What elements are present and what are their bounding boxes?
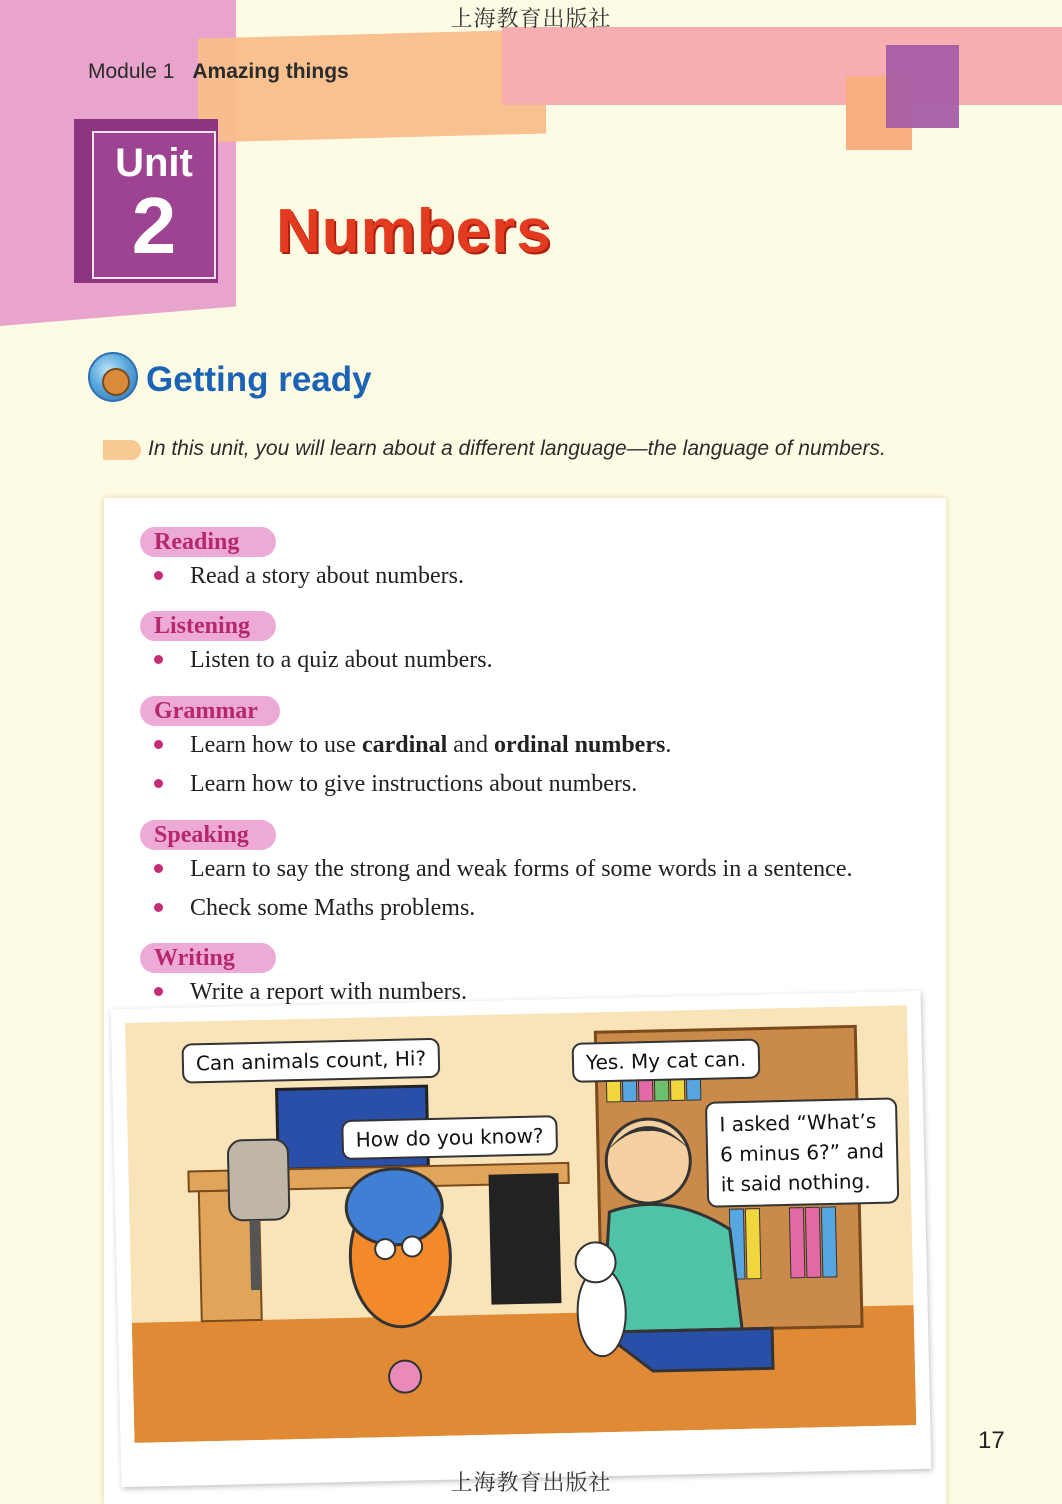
section-speaking	[140, 820, 852, 928]
item-text: Write a report with numbers.	[190, 979, 467, 1005]
header-purple-square	[886, 45, 959, 128]
list-item	[154, 641, 493, 680]
header-pink-band	[502, 27, 1062, 105]
list-item	[154, 850, 852, 889]
item-text: Read a story about numbers.	[190, 563, 464, 589]
bullet-icon	[154, 903, 163, 912]
unit-number: 2	[131, 181, 177, 270]
publisher-footer: 上海教育出版社	[450, 1471, 612, 1496]
header-orange-band	[198, 29, 546, 142]
bullet-icon	[154, 740, 163, 749]
bubble-line: I asked “What’s	[719, 1108, 877, 1137]
section-label: Reading	[140, 527, 276, 557]
list-item	[154, 889, 852, 928]
item-text: Learn to say the strong and weak forms of some words in a sentence.	[190, 856, 853, 882]
publisher-header: 上海教育出版社	[450, 7, 612, 32]
comic-illustration	[111, 991, 932, 1487]
unit-badge-inner	[92, 131, 216, 279]
speech-bubble: How do you know?	[341, 1115, 558, 1160]
page-number: 17	[978, 1427, 1005, 1454]
bullet-icon	[154, 571, 163, 580]
section-label: Speaking	[140, 820, 276, 850]
bullet-icon	[154, 655, 163, 664]
section-label: Listening	[140, 611, 276, 641]
section-grammar	[140, 696, 671, 804]
speech-bubble: Can animals count, Hi?	[181, 1038, 440, 1084]
item-text: Learn how to give instructions about numbers.	[190, 771, 638, 797]
unit-word: Unit	[115, 141, 193, 185]
bullet-icon	[154, 779, 163, 788]
page-title: Numbers	[276, 197, 552, 266]
intro-marker	[103, 440, 141, 460]
item-text: Listen to a quiz about numbers.	[190, 647, 493, 673]
bubble-line: 6 minus 6?” and	[719, 1138, 885, 1167]
getting-ready-heading: Getting ready	[146, 360, 372, 399]
list-item	[154, 557, 464, 596]
module-label	[88, 60, 349, 84]
bullet-icon	[154, 987, 163, 996]
module-number: Module 1	[88, 60, 175, 83]
section-label: Grammar	[140, 696, 280, 726]
intro-text: In this unit, you will learn about a different language—the language of numbers.	[148, 437, 886, 460]
section-reading	[140, 527, 464, 596]
list-item	[154, 765, 671, 804]
list-item	[154, 726, 671, 765]
bubble-line: it said nothing.	[720, 1169, 871, 1197]
item-text: Learn how to use cardinal and ordinal numbers.	[190, 732, 672, 758]
speech-bubble	[705, 1097, 899, 1207]
section-label: Writing	[140, 943, 276, 973]
speech-bubble: Yes. My cat can.	[572, 1039, 761, 1083]
bullet-icon	[154, 864, 163, 873]
item-text: Check some Maths problems.	[190, 895, 476, 921]
getting-ready-icon	[88, 352, 138, 402]
section-listening	[140, 611, 493, 680]
module-name: Amazing things	[192, 60, 349, 83]
